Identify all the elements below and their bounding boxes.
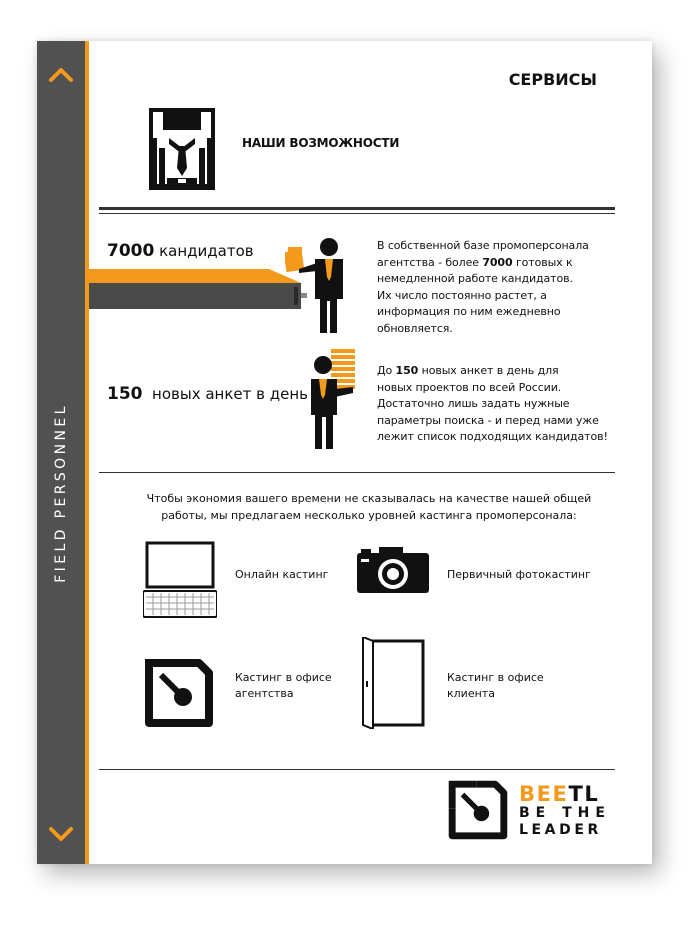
casting-label-online <box>235 567 328 583</box>
stat-7000-label: кандидатов <box>159 242 254 260</box>
text-line <box>377 363 608 380</box>
businessman-icon <box>149 108 215 190</box>
casting-label-client <box>447 670 544 702</box>
text-line: новых проектов по всей России. <box>377 380 562 394</box>
text-fragment: До <box>377 364 393 377</box>
text-line: клиента <box>447 687 495 700</box>
man-with-papers-icon <box>307 349 365 451</box>
stat-7000-text <box>377 238 589 337</box>
casting-intro <box>89 490 649 524</box>
text-line: Онлайн кастинг <box>235 568 329 581</box>
text-fragment: новых анкет в день для <box>421 364 559 377</box>
text-line: В собственной базе промоперсонала <box>377 239 589 252</box>
text-line: Первичный фотокастинг <box>447 568 591 581</box>
logo-rest-text: TL <box>568 782 600 806</box>
text-fragment: готовых к <box>515 255 573 269</box>
divider-double-bottom <box>99 213 615 214</box>
text-line: Кастинг в офисе <box>447 671 544 684</box>
divider-bottom <box>99 769 615 770</box>
stat-150-label: новых анкет в день <box>152 385 309 403</box>
logo-accent-text: BEE <box>519 782 569 806</box>
section-subtitle: НАШИ ВОЗМОЖНОСТИ <box>242 136 400 150</box>
divider-middle <box>99 472 615 473</box>
logo-tagline-2: LEADER <box>519 822 602 838</box>
text-line <box>377 255 589 272</box>
text-line: немедленной работе кандидатов. <box>377 272 573 285</box>
divider-double-top <box>99 207 615 210</box>
chevron-down-icon[interactable] <box>48 825 74 843</box>
logo-wordmark <box>519 783 599 805</box>
text-line: Чтобы экономия вашего времени не сказывалась на качестве нашей общей <box>146 492 592 505</box>
brochure-page <box>37 41 652 864</box>
casting-label-photo <box>447 567 591 583</box>
stat-150-text <box>377 363 608 446</box>
text-line: обновляется. <box>377 321 453 335</box>
beetl-logo-icon <box>447 779 509 841</box>
camera-icon <box>355 547 431 595</box>
page-title: СЕРВИСЫ <box>508 70 597 89</box>
stat-150 <box>107 384 308 404</box>
text-line: работы, мы предлагаем несколько уровней кастинга промоперсонала: <box>161 509 577 522</box>
office-arrow-icon <box>143 657 215 729</box>
text-fragment: агентства - более <box>377 255 479 269</box>
chevron-up-icon[interactable] <box>48 65 74 83</box>
text-bold: 150 <box>395 364 419 377</box>
text-line: Кастинг в офисе <box>235 671 332 684</box>
drawer-shelf-icon <box>89 269 309 317</box>
text-line: Их число постоянно растет, а <box>377 288 547 302</box>
stat-150-number: 150 <box>107 384 143 404</box>
casting-label-agency <box>235 670 332 702</box>
text-line: агентства <box>235 687 294 700</box>
man-with-folder-icon <box>285 237 349 335</box>
stat-7000 <box>107 241 254 261</box>
text-line: лежит список подходящих кандидатов! <box>377 430 608 443</box>
text-line: параметры поиска - и перед нами уже <box>377 413 599 427</box>
sidebar-vertical-text: FIELD PERSONNEL <box>53 403 69 583</box>
door-icon <box>361 637 427 729</box>
accent-stripe <box>85 41 89 864</box>
stat-7000-number: 7000 <box>107 241 155 261</box>
text-bold: 7000 <box>482 255 513 269</box>
text-line: информация по ним ежедневно <box>377 305 561 318</box>
logo-tagline-1: BE THE <box>519 805 611 821</box>
text-line: Достаточно лишь задать нужные <box>377 397 570 410</box>
laptop-icon <box>143 541 217 619</box>
